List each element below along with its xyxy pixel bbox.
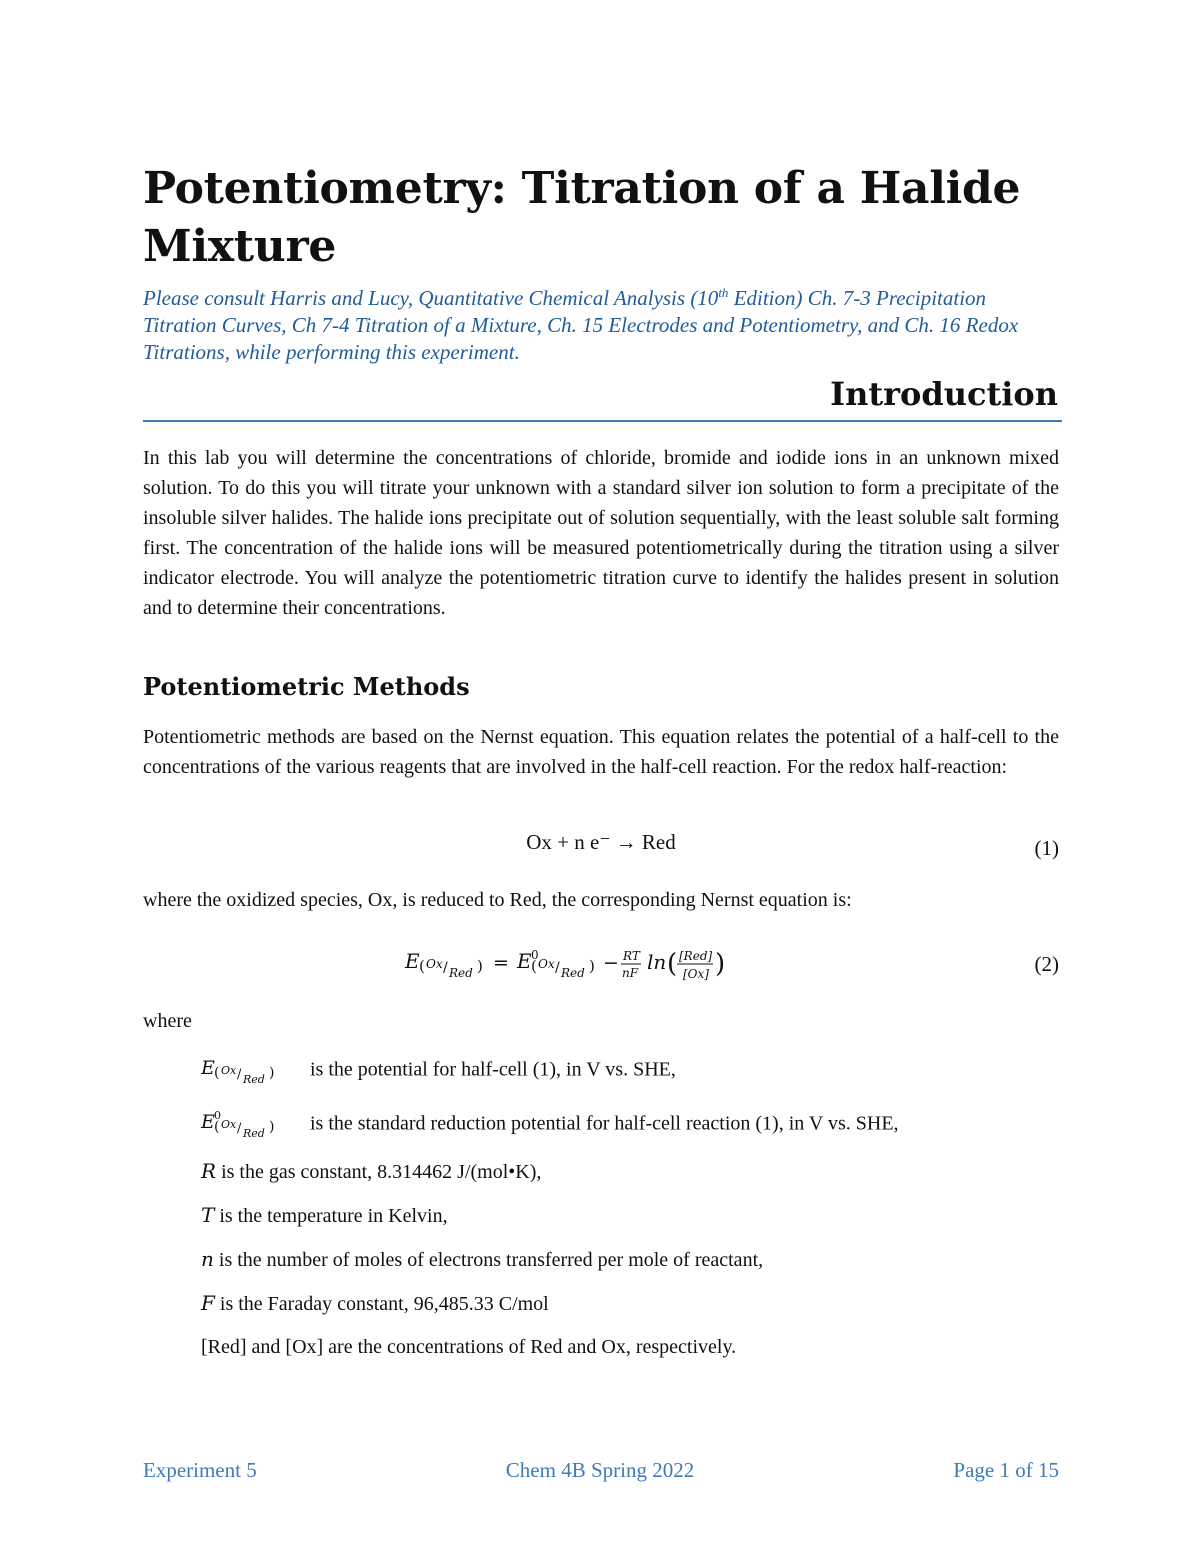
svg-text:Ox: Ox [221, 1064, 237, 1077]
svg-text:E: E [517, 949, 532, 973]
svg-text:Ox: Ox [538, 957, 555, 971]
after-equation-1-text: where the oxidized species, Ox, is reduced to Red, the corresponding Nernst equation is: [143, 889, 852, 911]
footer-experiment: Experiment 5 [143, 1458, 257, 1482]
symbol-E-half-cell [201, 1054, 305, 1088]
symbol-T: T [201, 1203, 215, 1227]
variable-definitions [201, 1054, 1061, 1376]
reference-note-part1: Please consult Harris and Lucy, Quantitative Chemical Analysis (10 [143, 286, 719, 310]
svg-text:/: / [237, 1067, 242, 1082]
definition-R [201, 1156, 1061, 1200]
svg-text:Red: Red [561, 966, 585, 980]
svg-text:Red: Red [449, 966, 473, 980]
definition-T [201, 1200, 1061, 1244]
definition-E0-text: is the standard reduction potential for half-cell reaction (1), in V vs. SHE, [310, 1112, 899, 1135]
svg-text:): ) [269, 1119, 275, 1135]
svg-text:): ) [269, 1065, 275, 1081]
symbol-E0-standard [201, 1108, 305, 1142]
svg-text:E: E [201, 1111, 215, 1133]
svg-text:Red: Red [243, 1127, 265, 1140]
svg-text:ln: ln [647, 950, 667, 974]
definition-T-text: is the temperature in Kelvin, [219, 1205, 448, 1227]
definition-R-text: is the gas constant, 8.314462 J/(mol•K), [221, 1161, 542, 1183]
svg-text:nF: nF [622, 966, 639, 980]
equation-2 [143, 938, 1059, 994]
svg-text:0: 0 [531, 948, 539, 962]
svg-text:(: ( [667, 949, 678, 979]
where-label: where [143, 1010, 192, 1032]
equation-2-number: (2) [1034, 952, 1059, 976]
page-title: Potentiometry: Titration of a Halide Mixture [143, 163, 1021, 272]
svg-text:[Red]: [Red] [679, 949, 713, 963]
definition-E0 [201, 1108, 1061, 1152]
svg-text:(: ( [419, 957, 425, 975]
definition-concentrations-text: [Red] and [Ox] are the concentrations of Red and Ox, respectively. [201, 1336, 737, 1358]
section-divider [143, 420, 1062, 422]
subsection-heading: Potentiometric Methods [143, 672, 470, 701]
equation-1-number: (1) [1034, 836, 1059, 860]
svg-text:E: E [405, 949, 420, 973]
svg-text:[Ox]: [Ox] [683, 967, 709, 981]
nernst-equation-expression [143, 938, 1059, 1000]
svg-text:(: ( [214, 1065, 220, 1081]
reference-note [143, 285, 1063, 366]
svg-text:(: ( [214, 1119, 220, 1135]
svg-text:/: / [443, 960, 448, 976]
nernst-equation-graphic [401, 938, 801, 994]
svg-text:Ox: Ox [426, 957, 443, 971]
symbol-F: F [201, 1291, 215, 1315]
intro-paragraph: In this lab you will determine the concentrations of chloride, bromide and iodide ions in an unknown mixed solution. To do this you will titrate your unknown with a standard silver ion solution to form a precipitate of the insoluble silver halides. The halide ions precipitate out of solution sequentially, with the least soluble salt forming first. The concentration of the halide ions will be measured potentiometrically during the titration using a silver indicator electrode. You will analyze the potentiometric titration curve to identify the halides present in solution and to determine their concentrations. [143, 447, 1059, 619]
reference-note-superscript: th [718, 285, 729, 300]
definition-F-text: is the Faraday constant, 96,485.33 C/mol [219, 1293, 549, 1315]
svg-text:): ) [477, 957, 483, 975]
definition-E-text: is the potential for half-cell (1), in V vs. SHE, [310, 1058, 676, 1081]
svg-text:Red: Red [243, 1073, 265, 1086]
definition-n-text: is the number of moles of electrons transferred per mole of reactant, [218, 1249, 764, 1271]
svg-text:Ox: Ox [221, 1118, 237, 1131]
definition-F [201, 1288, 1061, 1332]
svg-text:): ) [589, 957, 595, 975]
svg-text:RT: RT [623, 949, 640, 963]
reference-note-part2: Edition) Ch. 7-3 Precipitation Titration Curves, Ch 7-4 Titration of a Mixture, Ch. 15 Electrodes and Potentiometry, and Ch. 16 Redox Titrations, while performing this experiment. [143, 286, 1019, 364]
svg-text:/: / [555, 960, 560, 976]
svg-text:=: = [493, 952, 509, 974]
equation-1-expression: Ox + n e⁻ → Red [526, 830, 676, 854]
methods-paragraph: Potentiometric methods are based on the Nernst equation. This equation relates the potential of a half-cell to the concentrations of the various reagents that are involved in the half-cell reaction. For the redox half-reaction: [143, 726, 1059, 778]
definition-concentrations [201, 1332, 1061, 1376]
definition-E [201, 1054, 1061, 1098]
equation-1 [143, 830, 1059, 870]
section-heading-introduction: Introduction [830, 375, 1058, 413]
svg-text:−: − [603, 952, 619, 974]
svg-text:/: / [237, 1121, 242, 1136]
svg-text:): ) [715, 949, 726, 979]
definition-n [201, 1244, 1061, 1288]
svg-text:(: ( [531, 957, 537, 975]
footer-page-number: Page 1 of 15 [953, 1458, 1059, 1482]
svg-text:0: 0 [214, 1109, 221, 1122]
symbol-n: n [201, 1247, 214, 1271]
footer-course: Chem 4B Spring 2022 [505, 1458, 695, 1482]
symbol-R: R [201, 1159, 217, 1183]
svg-text:E: E [201, 1057, 215, 1079]
